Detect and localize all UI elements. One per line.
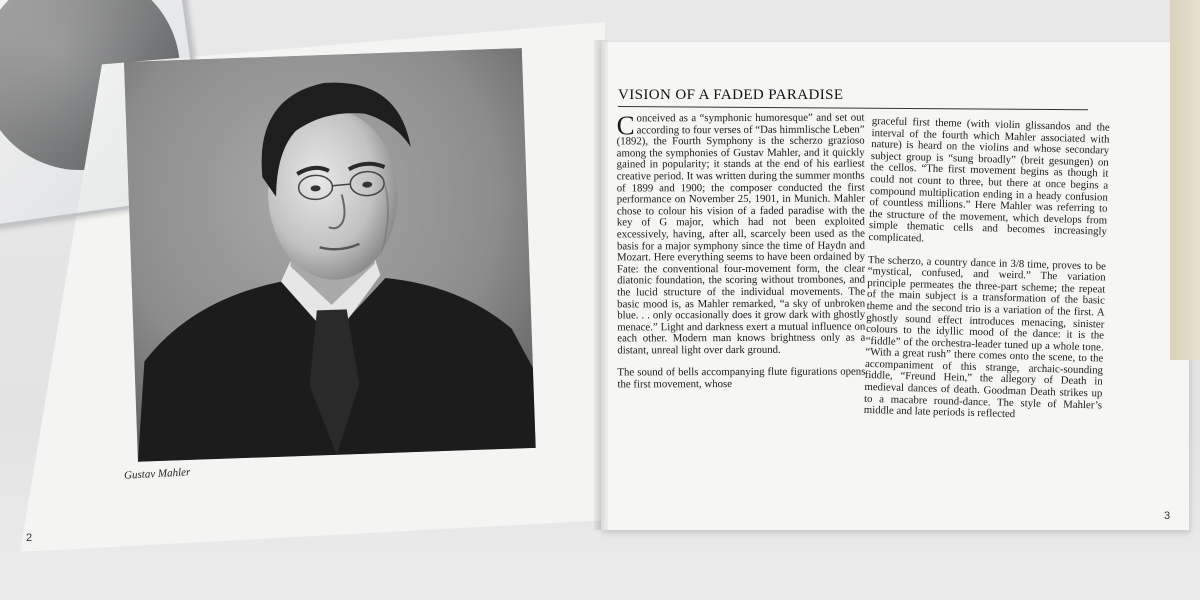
background-object (1170, 0, 1200, 360)
text-column-1 (616, 110, 866, 403)
paragraph: graceful first theme (with violin glissandos and the interval of the fourth which Mahler associated with nature) is heard on the violins and whose secondary subject group is “sung broadly” (breit gesungen) on the cellos. “The first movement begins as though it could not count to three, but there at once begins a compound multiplication ending in a heady confusion of countless millions.” Here Mahler was referring to the structure of the movement, which develops from simple thematic cells and becomes increasingly complicated. (868, 115, 1110, 245)
portrait-illustration (124, 48, 536, 462)
portrait-photo (124, 48, 536, 462)
booklet-gutter (594, 40, 608, 530)
paragraph-text: onceived as a “symphonic humoresque” and set out according to four verses of “Das himmlische Leben” (1892), the Fourth Symphony is the scherzo grazioso among the symphonies of Gustav Mahler, and it quickly gained in popularity; it stands at the end of his earliest creative period. It was written during the summer months of 1899 and 1900; the composer conducted the first performance on November 25, 1901, in Munich. Mahler chose to colour his vision of a faded paradise with the key of G major, which had not been exploited excessively, having, after all, scarcely been used as the basis for a major symphony since the time of Haydn and Mozart. Here everything seems to have been ordained by Fate: the conventional four-movement form, the clear diatonic foundation, the scoring without trombones, and the lucid structure of the individual movements. The basic mood is, as Mahler remarked, “a sky of unbroken blue. . . only occasionally does it grow dark with ghostly menace.” Light and darkness exert a mutual influence on each other. Modern man knows brightness only as a distant, unreal light over dark ground. (616, 111, 866, 357)
drop-cap: C (616, 110, 635, 141)
paragraph: The scherzo, a country dance in 3/8 time, proves to be “mystical, confused, and weird.” The variation principle permeates the three-part scheme; the repeat of the main subject is a transformation of the basic theme and the second trio is a variation of the first. A ghostly sound effect introduces menacing, sinister colours to the idyllic mood of the dance: it is the “fiddle” of the orchestra-leader tuned up a whole tone. “With a great rush” there comes onto the scene, to the accompaniment of this strange, archaic-sounding fiddle, “Freund Hein,” the allegory of Death in medieval dances of death. Goodman Death strikes up to a macabre round-dance. The style of Mahler’s middle and late periods is reflected (863, 253, 1107, 421)
paragraph (616, 110, 866, 357)
portrait-caption: Gustav Mahler (123, 466, 191, 482)
text-column-2 (863, 116, 1110, 434)
paragraph: The sound of bells accompanying flute figurations opens the first movement, whose (617, 366, 866, 391)
page-number-right: 3 (1164, 510, 1171, 522)
article-title: VISION OF A FADED PARADISE (618, 87, 844, 103)
page-number-left: 2 (26, 532, 33, 544)
